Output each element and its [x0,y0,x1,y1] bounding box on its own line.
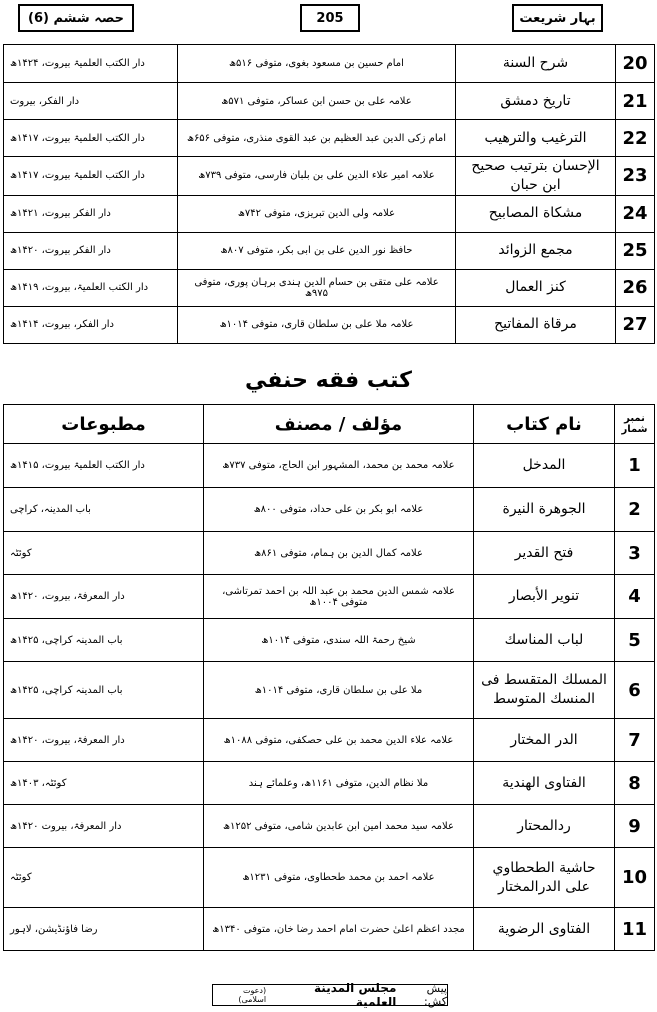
author-cell: امام زکی الدین عبد العظیم بن عبد القوی منذری، متوفی ۶۵۶ھ [178,120,456,157]
serial-cell: 6 [615,662,655,719]
serial-cell: 22 [616,120,655,157]
book-name-cell: الفتاوى الرضوية [474,908,615,951]
publisher-cell: دار الفکر بیروت، ۱۴۲۱ھ [4,195,178,232]
author-cell: ملا نظام الدین، متوفی ۱۱۶۱ھ، وعلمائے ہند [204,762,474,805]
author-cell: علامہ علاء الدین محمد بن علی حصکفی، متوفی ۱۰۸۸ھ [204,719,474,762]
publisher-cell: دار الفکر، بیروت [4,83,178,120]
author-cell: علامہ کمال الدین بن ہمام، متوفی ۸۶۱ھ [204,532,474,575]
serial-cell: 1 [615,444,655,488]
footer-org: مجلس المدینة العلمیة [314,981,397,1009]
author-cell: علامہ امیر علاء الدین علی بن بلبان فارسی، متوفی ۷۳۹ھ [178,157,456,196]
serial-cell: 9 [615,805,655,848]
table-row [4,719,655,762]
book-name-cell: فتح القدير [474,532,615,575]
author-cell: علامہ ولی الدین تبریزی، متوفی ۷۴۲ھ [178,195,456,232]
book-name-cell: تاريخ دمشق [456,83,616,120]
serial-cell: 21 [616,83,655,120]
page-number: 205 [300,4,360,32]
table-header-row [4,405,655,444]
book-name-cell: الإحسان بترتيب صحيح ابن حبان [456,157,616,196]
book-name-cell: تنوير الأبصار [474,575,615,619]
publisher-cell: دار الفکر، بیروت، ۱۴۱۴ھ [4,306,178,343]
author-cell: علامہ ملا علی بن سلطان قاری، متوفی ۱۰۱۴ھ [178,306,456,343]
serial-cell: 5 [615,619,655,662]
publisher-cell: باب المدینہ، کراچی [4,488,204,532]
serial-cell: 23 [616,157,655,196]
table-row [4,195,655,232]
author-cell: حافظ نور الدین علی بن ابی بکر، متوفی ۸۰۷ھ [178,232,456,269]
table-row [4,45,655,83]
footer-prefix: پیش کش: [424,982,447,1008]
publisher-cell: دار الکتب العلمیۃ بیروت، ۱۴۱۵ھ [4,444,204,488]
publisher-cell: دار الکتب العلمیۃ، بیروت، ۱۴۱۹ھ [4,269,178,306]
references-table-hadith [3,44,655,344]
table-row [4,444,655,488]
book-name-cell: ردالمحتار [474,805,615,848]
table-row [4,157,655,196]
publisher-cell: دار الکتب العلمیۃ بیروت، ۱۴۲۴ھ [4,45,178,83]
book-name-cell: كنز العمال [456,269,616,306]
table-row [4,908,655,951]
table-row [4,532,655,575]
author-cell: ملا علی بن سلطان قاری، متوفی ۱۰۱۴ھ [204,662,474,719]
publisher-cell: کوئٹہ [4,532,204,575]
publisher-cell: باب المدینہ کراچی، ۱۴۲۵ھ [4,662,204,719]
header-publisher: مطبوعات [4,405,204,444]
publisher-cell: دار الکتب العلمیۃ بیروت، ۱۴۱۷ھ [4,120,178,157]
table-row [4,232,655,269]
book-name-cell: مجمع الزوائد [456,232,616,269]
publisher-cell: دار الکتب العلمیۃ بیروت، ۱۴۱۷ھ [4,157,178,196]
book-name-cell: الترغيب والترهيب [456,120,616,157]
book-name-cell: شرح السنة [456,45,616,83]
header-book-name: نام كتاب [474,405,615,444]
table-row [4,762,655,805]
book-title: بہار شریعت [512,4,603,32]
publisher-cell: دار المعرفۃ، بیروت، ۱۴۲۰ھ [4,719,204,762]
serial-cell: 25 [616,232,655,269]
table-row [4,83,655,120]
serial-cell: 20 [616,45,655,83]
author-cell: شیخ رحمۃ اللہ سندی، متوفی ۱۰۱۴ھ [204,619,474,662]
serial-cell: 2 [615,488,655,532]
serial-cell: 24 [616,195,655,232]
serial-cell: 11 [615,908,655,951]
publisher-cell: دار الفکر بیروت، ۱۴۲۰ھ [4,232,178,269]
author-cell: علامہ سید محمد امین ابن عابدین شامی، متوفی ۱۲۵۲ھ [204,805,474,848]
publisher-cell: باب المدینہ کراچی، ۱۴۲۵ھ [4,619,204,662]
book-name-cell: حاشية الطحطاوي على الدرالمختار [474,848,615,908]
table-row [4,805,655,848]
table-row [4,848,655,908]
header-author: مؤلف / مصنف [204,405,474,444]
serial-cell: 27 [616,306,655,343]
serial-cell: 8 [615,762,655,805]
references-table-fiqh [3,404,655,951]
footer-credit [212,981,448,1009]
table-row [4,619,655,662]
publisher-cell: دار المعرفۃ، بیروت ۱۴۲۰ھ [4,805,204,848]
book-name-cell: الفتاوى الهندية [474,762,615,805]
table-row [4,269,655,306]
serial-cell: 7 [615,719,655,762]
author-cell: علامہ شمس الدین محمد بن عبد اللہ بن احمد تمرتاشی، متوفی ۱۰۰۴ھ [204,575,474,619]
book-name-cell: لباب المناسك [474,619,615,662]
author-cell: علامہ احمد بن محمد طحطاوی، متوفی ۱۲۳۱ھ [204,848,474,908]
serial-cell: 26 [616,269,655,306]
author-cell: علامہ علی متقی بن حسام الدین ہندی برہان پوری، متوفی ۹۷۵ھ [178,269,456,306]
book-name-cell: مشكاة المصابيح [456,195,616,232]
book-name-cell: المدخل [474,444,615,488]
author-cell: علامہ علی بن حسن ابن عساکر، متوفی ۵۷۱ھ [178,83,456,120]
table-row [4,120,655,157]
table-row [4,662,655,719]
book-name-cell: مرقاة المفاتيح [456,306,616,343]
section-heading: كتب فقه حنفي [245,368,412,393]
header-serial: نمبر شمار [615,405,655,444]
publisher-cell: کوئٹہ [4,848,204,908]
table-row [4,306,655,343]
publisher-cell: رضا فاؤنڈیشن، لاہور [4,908,204,951]
author-cell: علامہ محمد بن محمد، المشہور ابن الحاج، متوفی ۷۳۷ھ [204,444,474,488]
book-name-cell: الدر المختار [474,719,615,762]
serial-cell: 10 [615,848,655,908]
serial-cell: 4 [615,575,655,619]
book-name-cell: الجوهرة النيرة [474,488,615,532]
publisher-cell: کوئٹہ، ۱۴۰۳ھ [4,762,204,805]
author-cell: امام حسین بن مسعود بغوی، متوفی ۵۱۶ھ [178,45,456,83]
volume-label: حصہ ششم (6) [18,4,134,32]
author-cell: علامہ ابو بکر بن علی حداد، متوفی ۸۰۰ھ [204,488,474,532]
table-row [4,575,655,619]
publisher-cell: دار المعرفۃ، بیروت، ۱۴۲۰ھ [4,575,204,619]
author-cell: مجدد اعظم اعلیٰ حضرت امام احمد رضا خان، متوفی ۱۳۴۰ھ [204,908,474,951]
table-row [4,488,655,532]
book-name-cell: المسلك المتقسط فى المنسك المتوسط [474,662,615,719]
footer-note: (دعوت اسلامی) [238,986,267,1004]
serial-cell: 3 [615,532,655,575]
